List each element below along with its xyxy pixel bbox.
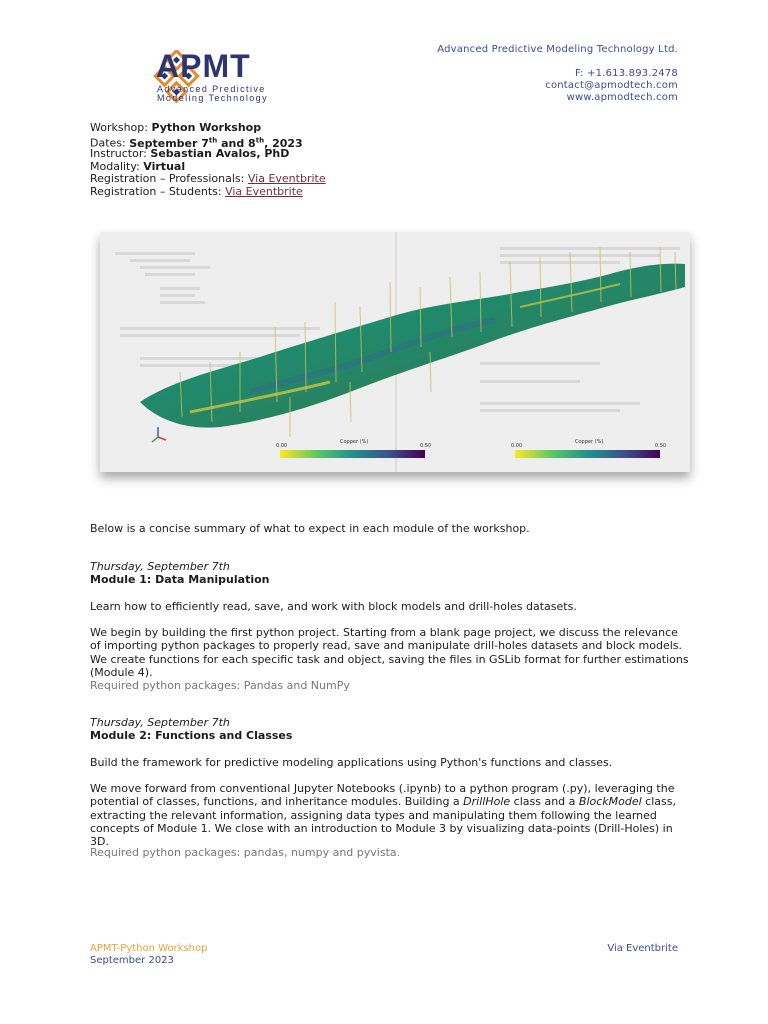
- detail-registration-professionals: [90, 172, 326, 185]
- footer-date: September 2023: [90, 955, 174, 966]
- colorbar-max-right: 0.50: [655, 443, 667, 449]
- module2-intro: Build the framework for predictive modeling applications using Python's functions and classes.: [90, 756, 613, 769]
- footer-eventbrite[interactable]: Via Eventbrite: [607, 943, 678, 954]
- registration-students-label: Registration – Students:: [90, 185, 222, 198]
- detail-instructor-label: Instructor:: [90, 147, 147, 160]
- colorbar-max-left: 0.50: [420, 443, 432, 449]
- detail-dates-label: Dates:: [90, 136, 126, 150]
- detail-dates-value: September 7th and 8th, 2023: [129, 136, 303, 150]
- detail-workshop-label: Workshop:: [90, 121, 148, 134]
- module1-required-packages: Required python packages: Pandas and NumPy: [90, 679, 350, 692]
- logo-subtitle-line2: Modeling Technology: [157, 93, 268, 103]
- footer-title: APMT-Python Workshop: [90, 943, 208, 954]
- module2-required-packages: Required python packages: pandas, numpy and pyvista.: [90, 846, 401, 859]
- module2-title: Module 2: Functions and Classes: [90, 729, 293, 742]
- module2-day: Thursday, September 7th: [90, 716, 230, 729]
- detail-workshop: [90, 121, 261, 134]
- colorbar-label-left: Copper (%): [340, 439, 369, 445]
- colorbar-min-right: 0.00: [511, 443, 523, 449]
- company-email[interactable]: contact@apmodtech.com: [545, 80, 678, 91]
- detail-registration-students: [90, 185, 303, 198]
- detail-modality-label: Modality:: [90, 160, 140, 173]
- summary-text: Below is a concise summary of what to expect in each module of the workshop.: [90, 522, 530, 535]
- module1-intro: Learn how to efficiently read, save, and work with block models and drill-holes datasets.: [90, 600, 577, 613]
- colorbar-label-right: Copper (%): [575, 439, 604, 445]
- logo-wordmark: APMT: [156, 48, 251, 84]
- registration-professionals-link[interactable]: Via Eventbrite: [247, 172, 326, 185]
- module2-body: We move forward from conventional Jupyter Notebooks (.ipynb) to a python program (.py), leveraging the potential of classes, functions, and inheritance modules. Building a DrillHole class and a BlockModel class, extracting the relevant information, assigning data types and manipulating them following the learned concepts of Module 1. We close with an introduction to Module 3 by visualizing data-points (Drill-Holes) in 3D.: [90, 782, 676, 849]
- company-phone: F: +1.613.893.2478: [574, 68, 678, 79]
- company-name: Advanced Predictive Modeling Technology Ltd.: [437, 44, 678, 55]
- registration-students-link[interactable]: Via Eventbrite: [225, 185, 303, 198]
- registration-professionals-label: Registration – Professionals:: [90, 172, 245, 185]
- colorbar-min-left: 0.00: [276, 443, 288, 449]
- module1-title: Module 1: Data Manipulation: [90, 573, 270, 586]
- detail-instructor: [90, 147, 289, 160]
- logo-subtitle-line1: Advanced Predictive: [157, 84, 266, 94]
- module1-body: We begin by building the first python project. Starting from a blank page project, we discuss the relevance of importing python packages to properly read, save and manipulate drill-holes datasets and block models. We create functions for each specific task and object, saving the files in GSLib format for further estimations (Module 4).: [90, 626, 689, 679]
- detail-modality-value: Virtual: [143, 160, 186, 173]
- company-website[interactable]: www.apmodtech.com: [566, 92, 678, 103]
- module1-day: Thursday, September 7th: [90, 560, 230, 573]
- detail-instructor-value: Sebastian Avalos, PhD: [150, 147, 290, 160]
- detail-workshop-value: Python Workshop: [151, 121, 262, 134]
- orebody-3d-image: [100, 232, 690, 472]
